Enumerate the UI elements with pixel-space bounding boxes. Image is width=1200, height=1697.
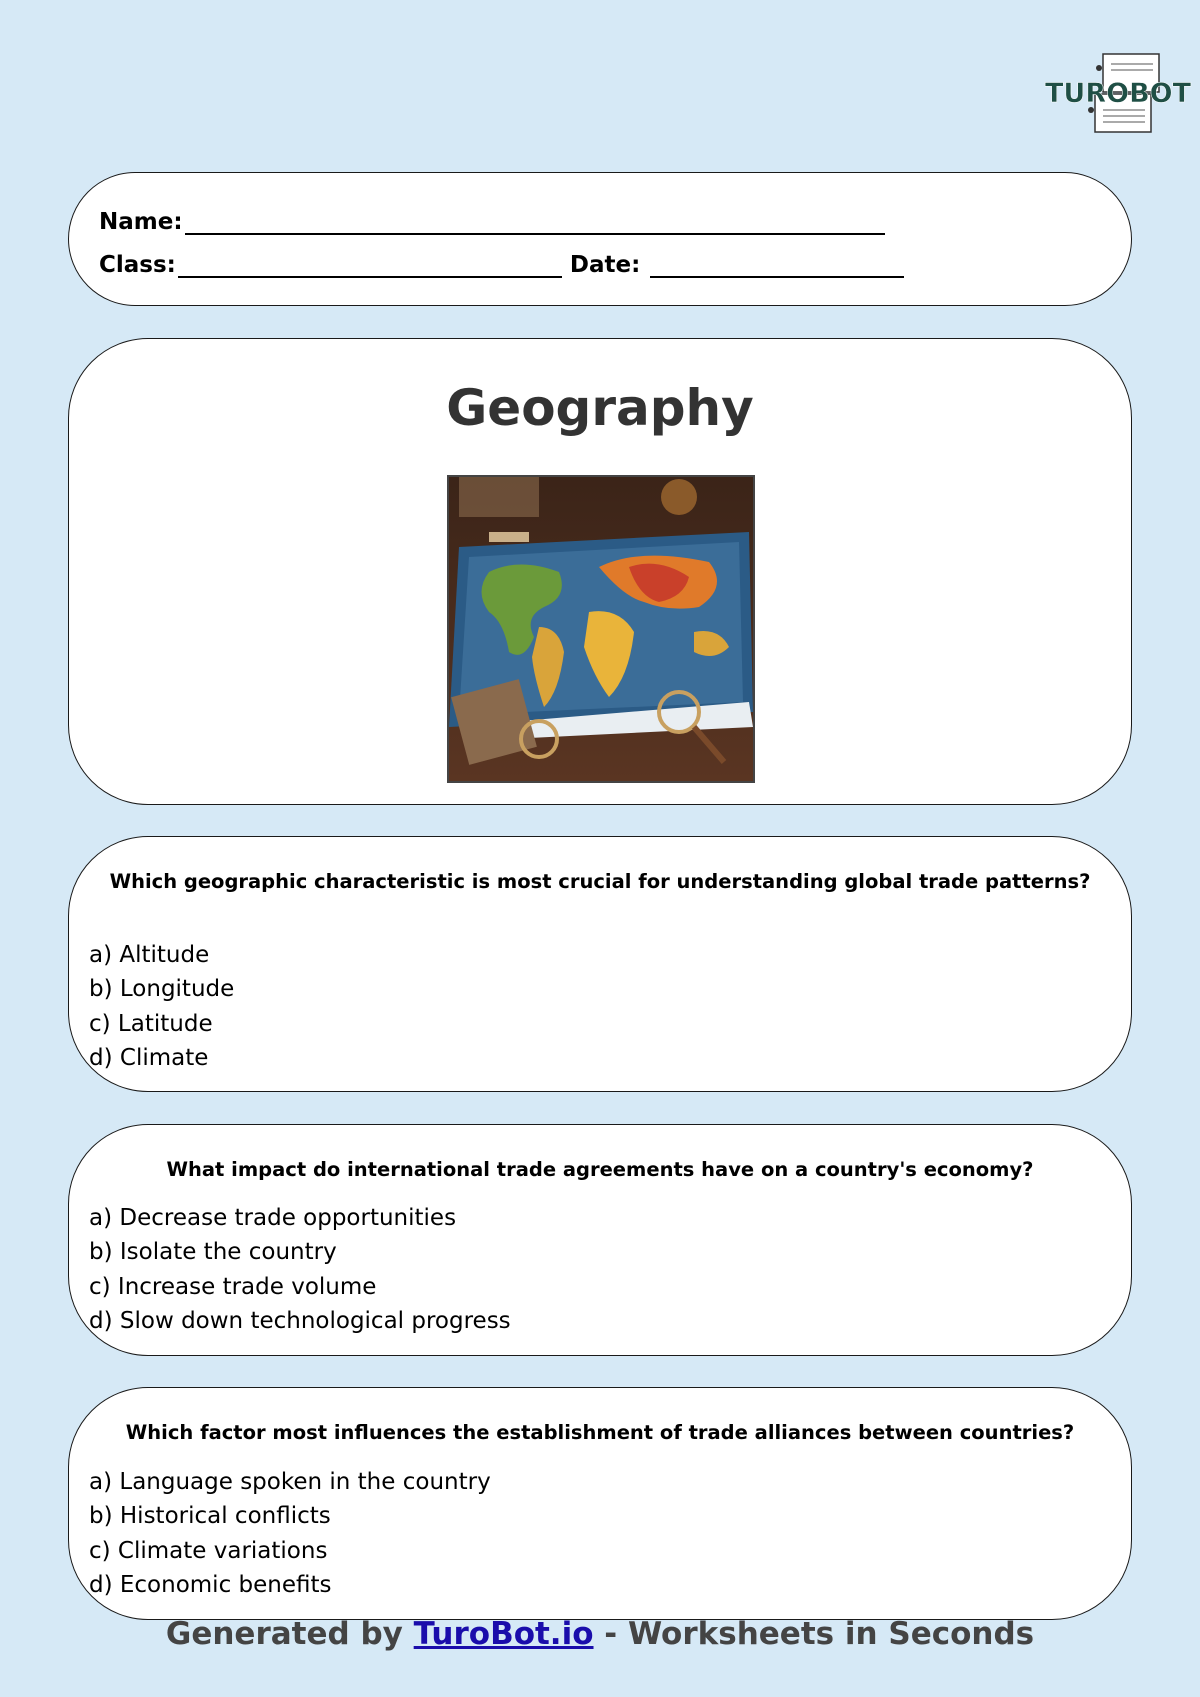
- options-list: [89, 938, 234, 1075]
- option-b[interactable]: b) Isolate the country: [89, 1239, 337, 1266]
- footer-prefix: Generated by: [165, 1616, 414, 1652]
- class-field[interactable]: [178, 252, 562, 278]
- option-a[interactable]: a) Altitude: [89, 942, 210, 968]
- turobot-link[interactable]: TuroBot.io: [413, 1616, 594, 1652]
- class-date-row: [99, 252, 904, 278]
- date-field[interactable]: [650, 252, 904, 278]
- name-row: [99, 209, 885, 235]
- date-label: Date:: [569, 252, 641, 278]
- option-b[interactable]: b) Longitude: [89, 976, 235, 1003]
- option-a[interactable]: a) Decrease trade opportunities: [89, 1205, 457, 1231]
- name-field[interactable]: [185, 209, 885, 235]
- option-d[interactable]: d) Slow down technological progress: [89, 1307, 511, 1334]
- turobot-logo: [1043, 52, 1192, 136]
- question-text: Which geographic characteristic is most crucial for understanding global trade patterns?: [109, 870, 1091, 893]
- question-card-2: [68, 1124, 1132, 1356]
- options-list: [89, 1201, 511, 1338]
- world-map-image: [447, 475, 755, 783]
- footer-suffix: - Worksheets in Seconds: [593, 1616, 1035, 1652]
- option-b[interactable]: b) Historical conflicts: [89, 1503, 331, 1530]
- option-d[interactable]: d) Economic benefits: [89, 1571, 332, 1598]
- name-label: Name:: [99, 209, 183, 235]
- footer: [0, 1616, 1200, 1652]
- question-card-3: [68, 1387, 1132, 1620]
- option-a[interactable]: a) Language spoken in the country: [89, 1469, 491, 1495]
- options-list: [89, 1465, 491, 1602]
- question-card-1: [68, 836, 1132, 1092]
- question-text: What impact do international trade agreements have on a country's economy?: [166, 1158, 1034, 1181]
- svg-text:TUROBOT: TUROBOT: [1045, 78, 1192, 109]
- question-text: Which factor most influences the establishment of trade alliances between countries?: [125, 1421, 1075, 1444]
- class-label: Class:: [99, 252, 176, 278]
- option-c[interactable]: c) Latitude: [89, 1010, 213, 1037]
- option-c[interactable]: c) Climate variations: [89, 1537, 328, 1564]
- option-d[interactable]: d) Climate: [89, 1044, 209, 1071]
- student-info-box: [68, 172, 1132, 306]
- worksheet-title: Geography: [446, 379, 754, 437]
- option-c[interactable]: c) Increase trade volume: [89, 1273, 377, 1300]
- title-box: [68, 338, 1132, 805]
